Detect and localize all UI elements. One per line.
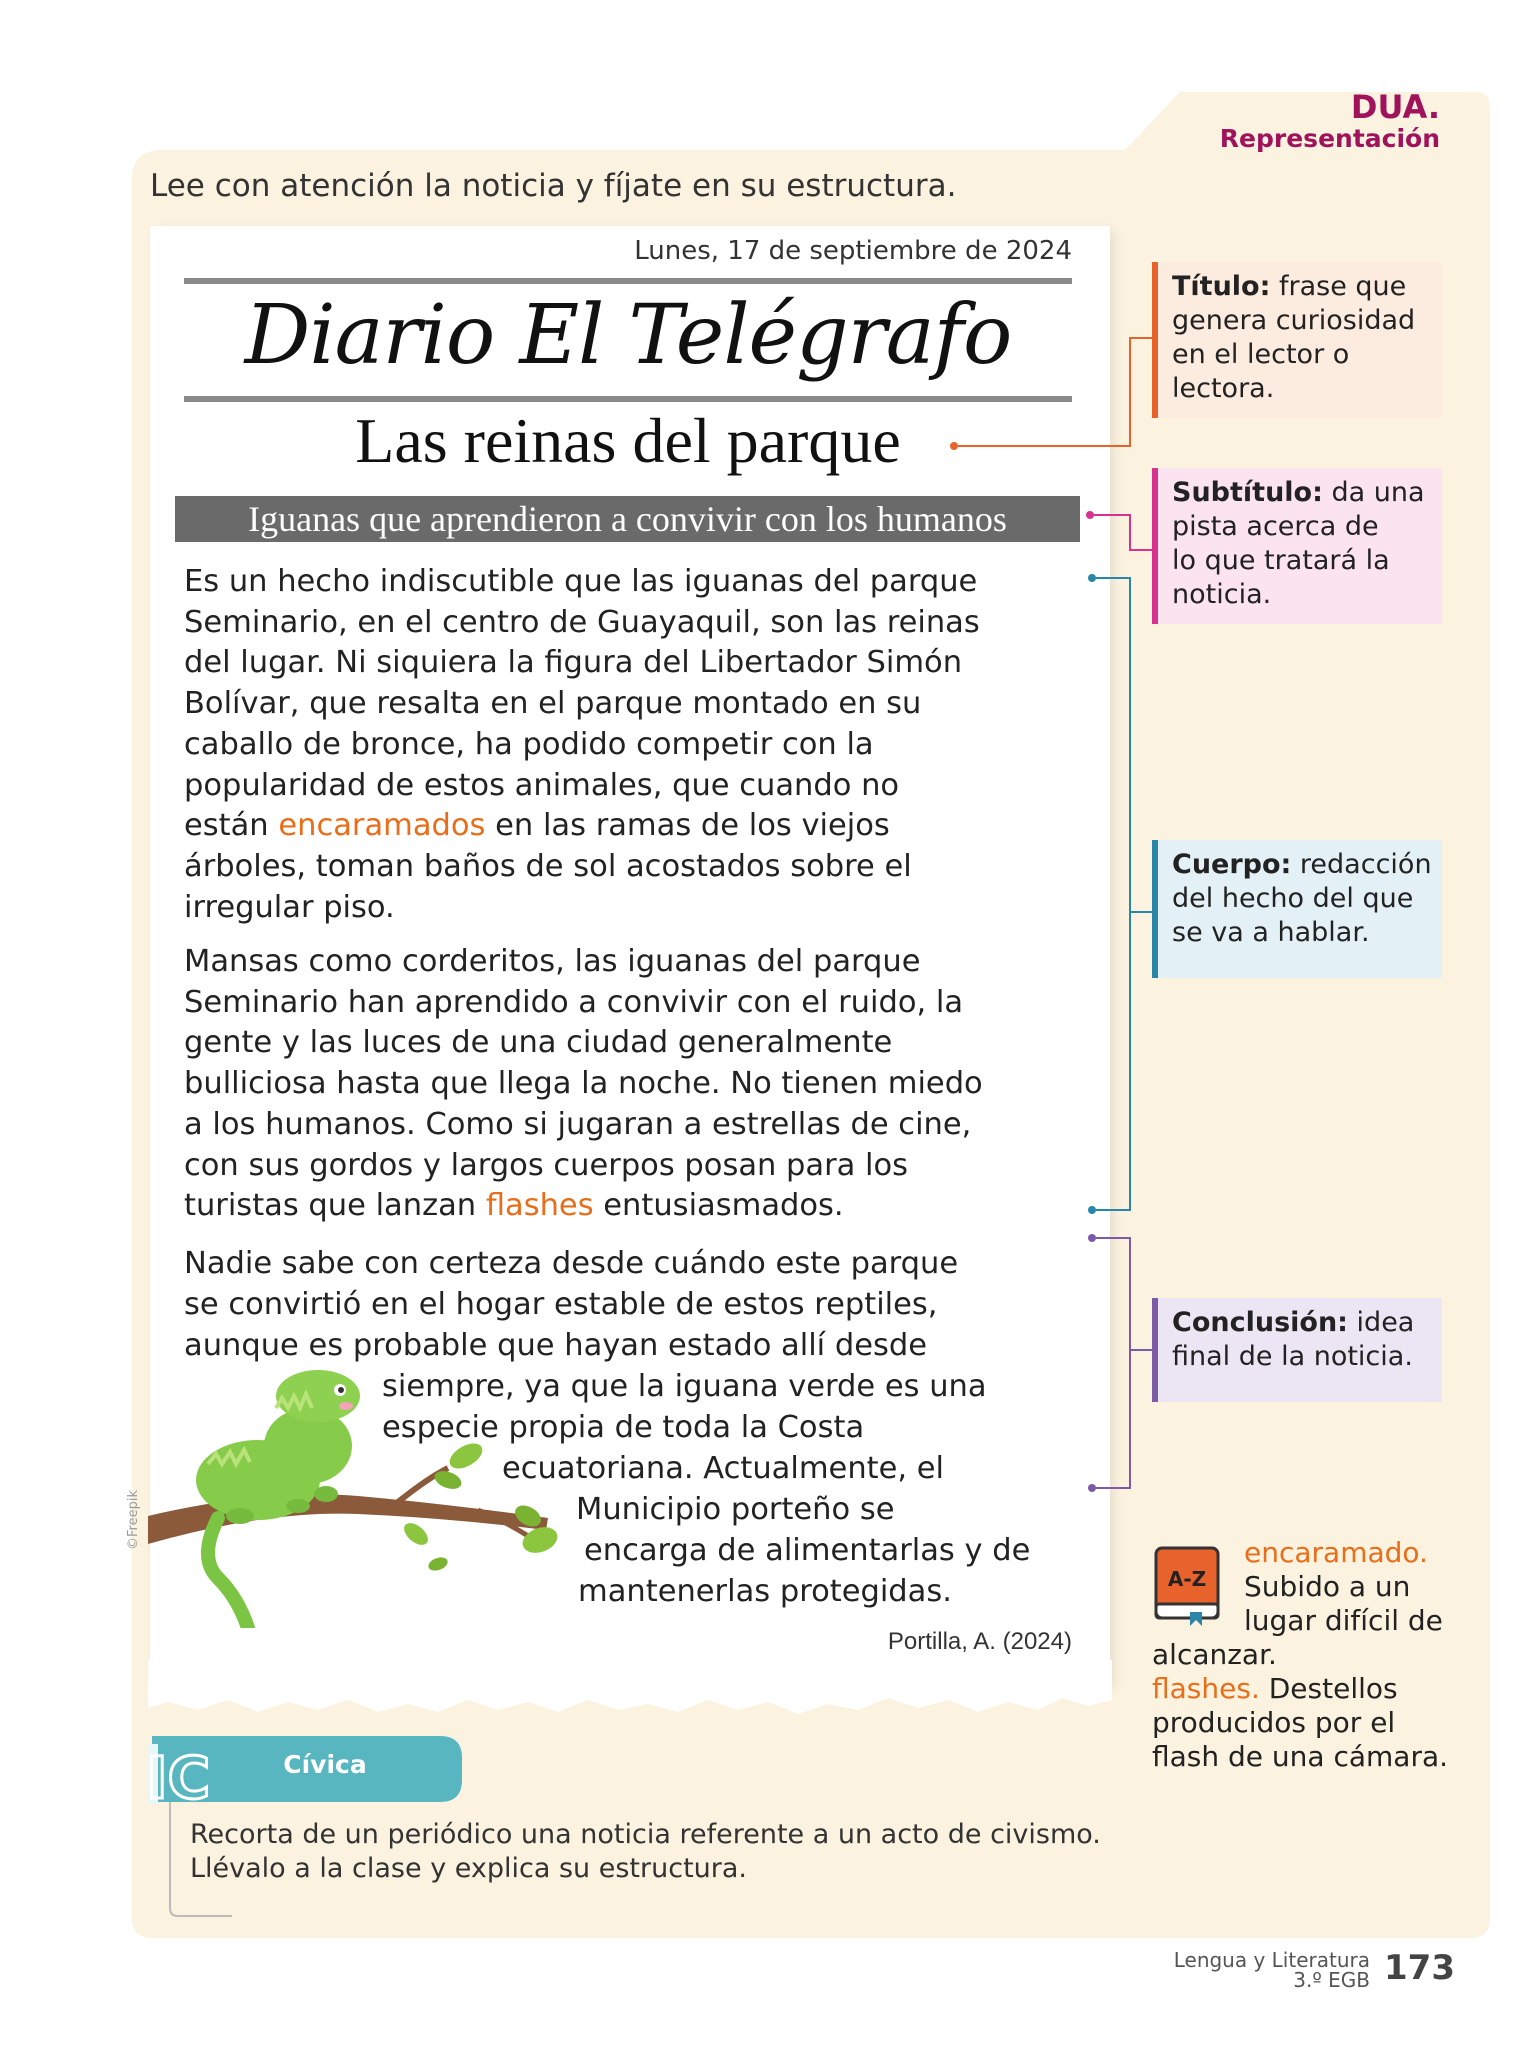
text-line: bulliciosa hasta que llega la noche. No tienen miedo (184, 1066, 983, 1102)
text-line: ecuatoriana. Actualmente, el (502, 1451, 944, 1486)
connector-dot-subtitulo (1086, 511, 1094, 519)
text-line: árboles, toman baños de sol acostados sobre el (184, 848, 912, 884)
text-line: Nadie sabe con certeza desde cuándo este parque (184, 1246, 959, 1281)
annotation-label: Conclusión: (1172, 1307, 1348, 1338)
dictionary-icon (1152, 1544, 1224, 1628)
annotation-titulo: Título: frase que genera curiosidad en el lector o lectora. (1152, 262, 1442, 418)
text-line: del lugar. Ni siquiera la figura del Libertador Simón (184, 645, 963, 681)
highlight-encaramados: encaramados (278, 808, 486, 844)
connector-dot-cuerpo-top (1088, 574, 1096, 582)
text-line: irregular piso. (184, 889, 395, 925)
glossary-term: flashes. (1152, 1672, 1260, 1705)
text-line: especie propia de toda la Costa (382, 1410, 865, 1445)
text-line: encarga de alimentarlas y de (584, 1533, 1031, 1568)
image-credit: ©Freepik (126, 1490, 141, 1550)
footer-subject: Lengua y Literatura 3.º EGB (1173, 1948, 1370, 1992)
annotation-conclusion: Conclusión: idea final de la noticia. (1152, 1298, 1442, 1402)
annotation-subtitulo: Subtítulo: da una pista acerca de lo que tratará la noticia. (1152, 468, 1442, 624)
svg-text:A-Z: A-Z (1167, 1567, 1207, 1591)
text-line: turistas que lanzan flashes entusiasmados. (184, 1188, 844, 1224)
text-line: mantenerlas protegidas. (578, 1574, 952, 1609)
annotation-cuerpo: Cuerpo: redacción del hecho del que se va a hablar. (1152, 840, 1442, 978)
connector-titulo (958, 338, 1160, 446)
glossary-term: encaramado. (1244, 1536, 1428, 1569)
newspaper-masthead: Diario El Telégrafo (244, 288, 1012, 383)
annotation-label: Título: (1172, 271, 1271, 302)
text-line: Es un hecho indiscutible que las iguanas del parque (184, 564, 978, 599)
text-line: Bolívar, que resalta en el parque montado en su (184, 686, 922, 722)
text-line: caballo de bronce, ha podido competir con la (184, 726, 874, 762)
text-line: están encaramados en las ramas de los viejos (184, 808, 890, 844)
annotation-label: Subtítulo: (1172, 477, 1323, 508)
connector-dot-conclusion-top (1088, 1234, 1096, 1242)
text-line: popularidad de estos animales, que cuando no (184, 767, 900, 803)
glossary-entry-1-cont: alcanzar. flashes. Destellos producidos por el flash de una cámara. (1152, 1638, 1472, 1774)
connector-cuerpo (1096, 578, 1160, 1210)
text-line: a los humanos. Como si jugaran a estrellas de cine, (184, 1106, 972, 1142)
connector-conclusion (1096, 1238, 1160, 1488)
dua-title: DUA. (1350, 88, 1440, 126)
page-number: 173 (1384, 1948, 1455, 1988)
text-line: siempre, ya que la iguana verde es una (382, 1369, 987, 1404)
text-line: se convirtió en el hogar estable de estos reptiles, (184, 1287, 938, 1322)
text-line: Seminario han aprendido a convivir con el ruido, la (184, 984, 964, 1020)
text-line: aunque es probable que hayan estado allí desde (184, 1328, 927, 1363)
connector-subtitulo (1094, 515, 1160, 550)
glossary-entry-2: flashes. Destellos (1152, 1672, 1398, 1705)
civica-badge-icon: IC (146, 1744, 211, 1812)
news-source: Portilla, A. (2024) (887, 1628, 1072, 1655)
text-line: Mansas como corderitos, las iguanas del parque (184, 944, 921, 979)
news-headline: Las reinas del parque (355, 405, 901, 476)
text-line: Municipio porteño se (576, 1492, 895, 1527)
text-line: Seminario, en el centro de Guayaquil, son las reinas (184, 604, 980, 640)
text-line: gente y las luces de una ciudad generalmente (184, 1025, 893, 1061)
connector-dot-cuerpo-bottom (1088, 1206, 1096, 1214)
glossary-entry-1: encaramado. Subido a un lugar difícil de (1244, 1536, 1443, 1637)
dua-subtitle: Representación (1219, 124, 1440, 153)
annotation-label: Cuerpo: (1172, 849, 1292, 880)
news-subtitle: Iguanas que aprendieron a convivir con los humanos (175, 496, 1080, 542)
text-line: con sus gordos y largos cuerpos posan para los (184, 1147, 909, 1183)
connector-dot-titulo (950, 442, 958, 450)
newspaper-date: Lunes, 17 de septiembre de 2024 (634, 236, 1072, 266)
civica-label: Cívica (283, 1750, 367, 1779)
highlight-flashes: flashes (485, 1188, 594, 1224)
civica-instructions: Recorta de un periódico una noticia referente a un acto de civismo. Llévalo a la clase y explica su estructura. (190, 1819, 1101, 1884)
connector-dot-conclusion-bottom (1088, 1484, 1096, 1492)
instruction-text: Lee con atención la noticia y fíjate en su estructura. (150, 168, 957, 204)
